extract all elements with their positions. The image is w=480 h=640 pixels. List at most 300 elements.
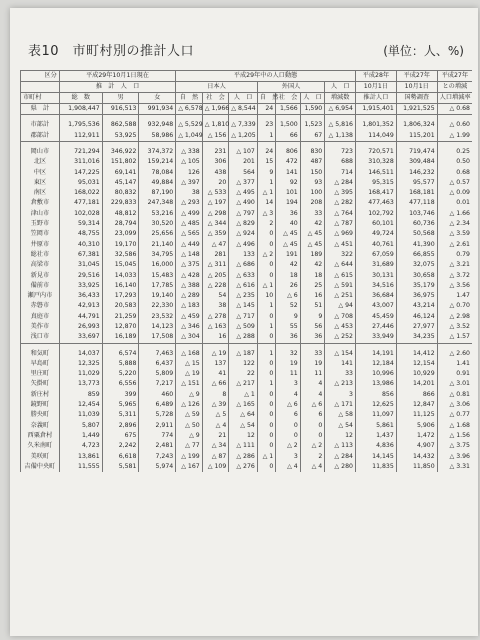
table-body [21, 104, 473, 473]
cell: △ 2 [257, 250, 275, 260]
cell: △ 375 [176, 260, 203, 270]
table-row [21, 349, 473, 359]
cell: 13,773 [59, 379, 102, 389]
cell: 31,045 [59, 260, 102, 270]
cell: △ 298 [202, 209, 229, 219]
cell: 45,147 [102, 178, 139, 188]
cell: △ 616 [229, 281, 258, 291]
cell: 0 [257, 260, 275, 270]
row-name: 総社市 [21, 250, 60, 260]
page-title: 表10 市町村別の推計人口 [28, 44, 195, 59]
cell: 12,325 [59, 359, 102, 369]
cell: 5,888 [102, 359, 139, 369]
cell: 720,571 [355, 147, 396, 157]
row-name: 鏡野町 [21, 400, 60, 410]
cell: 1 [257, 301, 275, 311]
cell: 13,986 [355, 379, 396, 389]
cell: 1 [257, 322, 275, 332]
cell: 21 [202, 431, 229, 441]
cell: △ 1,966 [202, 104, 229, 115]
row-name: 早島町 [21, 359, 60, 369]
cell: 87,190 [139, 188, 176, 198]
row-name: 井原市 [21, 240, 60, 250]
cell: 5,581 [102, 462, 139, 472]
row-name: 倉敷市 [21, 198, 60, 208]
header-suikei: 推 計 人 口 [59, 82, 175, 93]
cell: △ 278 [202, 312, 229, 322]
cell: 194 [276, 198, 301, 208]
cell: 859 [59, 390, 102, 400]
cell: 36 [300, 332, 325, 343]
table-row [21, 219, 473, 229]
cell: 862,588 [102, 120, 139, 130]
cell: △ 1.66 [437, 209, 472, 219]
cell: △ 217 [229, 379, 258, 389]
header-total: 総 数 [59, 93, 102, 104]
cell: 33 [300, 209, 325, 219]
header-pop-f: 人 口 [300, 93, 325, 104]
cell: 56 [300, 322, 325, 332]
cell: △ 54 [325, 421, 356, 431]
cell: 0 [257, 332, 275, 343]
cell: △ 499 [176, 209, 203, 219]
cell: 122 [229, 359, 258, 369]
cell: △ 764 [325, 209, 356, 219]
cell: 21,140 [139, 240, 176, 250]
cell: △ 54 [229, 421, 258, 431]
cell: 33,697 [59, 332, 102, 343]
cell: 52 [276, 301, 301, 311]
header-foreign: 外国人 [257, 82, 324, 93]
row-name: 新見市 [21, 270, 60, 280]
cell: 11,850 [396, 462, 437, 472]
cell: 31,689 [355, 260, 396, 270]
cell: 33,925 [59, 281, 102, 291]
table-row [21, 178, 473, 188]
cell: 20,583 [102, 301, 139, 311]
cell: 141 [276, 167, 301, 177]
cell: △ 2.98 [437, 312, 472, 322]
cell: △ 156 [202, 131, 229, 142]
cell: 0 [257, 312, 275, 322]
table-row [21, 291, 473, 301]
cell: △ 126 [176, 400, 203, 410]
cell: 40,761 [355, 240, 396, 250]
cell: △ 6 [276, 291, 301, 301]
cell: 16 [202, 332, 229, 343]
cell: 10,996 [355, 369, 396, 379]
cell: △ 0.77 [437, 410, 472, 420]
cell: 14,123 [139, 322, 176, 332]
cell: 3 [325, 390, 356, 400]
cell: △ 1,810 [202, 120, 229, 130]
cell: 48,812 [102, 209, 139, 219]
cell: △ 105 [176, 157, 203, 167]
cell: 18 [300, 270, 325, 280]
cell: 2 [257, 219, 275, 229]
cell: 30,658 [396, 270, 437, 280]
cell: 13,861 [59, 452, 102, 462]
cell: 36,433 [59, 291, 102, 301]
cell: △ 2 [300, 441, 325, 451]
header-zogen: 増減数 [325, 93, 356, 104]
cell: 1,915,401 [355, 104, 396, 115]
cell: 1,523 [300, 120, 325, 130]
cell: 159,214 [139, 157, 176, 167]
cell: 1,801,352 [355, 120, 396, 130]
cell: 0 [257, 240, 275, 250]
header-male: 男 [102, 93, 139, 104]
cell: 14,432 [396, 452, 437, 462]
header-h27e: との増減 [437, 82, 472, 93]
cell: 1,472 [396, 431, 437, 441]
cell: 0 [257, 229, 275, 239]
cell: △ 235 [229, 291, 258, 301]
cell: △ 397 [176, 178, 203, 188]
cell: 2,911 [139, 421, 176, 431]
cell: 866 [396, 390, 437, 400]
cell: 78,084 [139, 167, 176, 177]
cell: 208 [300, 198, 325, 208]
cell: 1,566 [276, 104, 301, 115]
cell: 311,016 [59, 157, 102, 167]
cell: 151,802 [102, 157, 139, 167]
cell: 721,294 [59, 147, 102, 157]
cell: △ 3.75 [437, 441, 472, 451]
cell: 112,911 [59, 131, 102, 142]
cell: 51 [300, 301, 325, 311]
cell: 774 [139, 431, 176, 441]
cell: 191 [276, 250, 301, 260]
cell: 0.91 [437, 369, 472, 379]
cell: 50,568 [396, 229, 437, 239]
cell: 168,022 [59, 188, 102, 198]
cell: △ 4 [202, 421, 229, 431]
cell: 5,974 [139, 462, 176, 472]
table-row [21, 167, 473, 177]
cell: △ 3.56 [437, 281, 472, 291]
row-name: 郡部計 [21, 131, 60, 142]
header-change: 平成29年中の人口動態 [176, 71, 356, 82]
cell: △ 453 [325, 322, 356, 332]
cell: 26,993 [59, 322, 102, 332]
cell: 4 [300, 379, 325, 389]
cell: 33 [325, 369, 356, 379]
cell: △ 252 [325, 332, 356, 343]
cell: 6,437 [139, 359, 176, 369]
cell: 14,201 [396, 379, 437, 389]
cell: 0 [300, 421, 325, 431]
cell: △ 3.59 [437, 229, 472, 239]
cell: 0 [257, 441, 275, 451]
cell: 32,075 [396, 260, 437, 270]
table-row [21, 462, 473, 472]
header-h27d: 平成27年 [437, 71, 472, 82]
cell: △ 0.60 [437, 120, 472, 130]
cell: 67,059 [355, 250, 396, 260]
cell: 18 [276, 270, 301, 280]
cell: 477,463 [355, 198, 396, 208]
cell: 856 [355, 390, 396, 400]
cell: 34,235 [396, 332, 437, 343]
cell: △ 6 [276, 400, 301, 410]
cell: 14 [257, 198, 275, 208]
cell: 95,315 [355, 178, 396, 188]
row-name: 備前市 [21, 281, 60, 291]
cell: 14,033 [102, 270, 139, 280]
table-row [21, 104, 473, 115]
cell: 1.47 [437, 291, 472, 301]
cell: 0.25 [437, 147, 472, 157]
cell: △ 107 [229, 147, 258, 157]
cell: 16,140 [102, 281, 139, 291]
cell: △ 45 [300, 240, 325, 250]
cell: 19 [276, 359, 301, 369]
row-name: 中区 [21, 167, 60, 177]
row-name: 美咲町 [21, 452, 60, 462]
cell: △ 289 [176, 291, 203, 301]
cell: △ 0.68 [437, 104, 472, 115]
cell: 0.50 [437, 157, 472, 167]
cell: 564 [229, 167, 258, 177]
cell: △ 797 [229, 209, 258, 219]
row-name: 津山市 [21, 209, 60, 219]
cell: 0.79 [437, 250, 472, 260]
cell: 6,489 [139, 400, 176, 410]
cell: △ 1.57 [437, 332, 472, 343]
header-pop: 人 口 [325, 82, 356, 93]
header-pop2: 人 口 [229, 93, 258, 104]
cell: △ 924 [229, 229, 258, 239]
cell: 0 [257, 390, 275, 400]
cell: 95,031 [59, 178, 102, 188]
row-name: 浅口市 [21, 332, 60, 343]
cell: 6,618 [102, 452, 139, 462]
cell: 229,833 [102, 198, 139, 208]
cell: △ 34 [202, 441, 229, 451]
cell: 66 [276, 131, 301, 142]
cell: 11,097 [355, 410, 396, 420]
cell: 1 [257, 379, 275, 389]
cell: 19,140 [139, 291, 176, 301]
header-shichoson: 市町村 [21, 93, 60, 104]
cell: 346,922 [102, 147, 139, 157]
cell: △ 1.68 [437, 421, 472, 431]
cell: △ 168 [176, 349, 203, 359]
cell: 58,986 [139, 131, 176, 142]
cell: △ 284 [325, 452, 356, 462]
cell: 59,314 [59, 219, 102, 229]
cell: △ 282 [325, 198, 356, 208]
cell: 5,965 [102, 400, 139, 410]
row-name: 和気町 [21, 349, 60, 359]
cell: 1,908,447 [59, 104, 102, 115]
cell: △ 496 [229, 240, 258, 250]
cell: 487 [300, 157, 325, 167]
cell: 11,555 [59, 462, 102, 472]
row-name: 赤磐市 [21, 301, 60, 311]
cell: 306 [202, 157, 229, 167]
cell: △ 293 [176, 198, 203, 208]
cell: △ 304 [176, 332, 203, 343]
cell: △ 969 [325, 229, 356, 239]
cell: 40,310 [59, 240, 102, 250]
cell: 0 [257, 270, 275, 280]
header-social: 社 会 [202, 93, 229, 104]
cell: 23,532 [139, 312, 176, 322]
table-row [21, 157, 473, 167]
cell: 9 [276, 312, 301, 322]
header-social-f: 社 会 [276, 93, 301, 104]
cell: △ 213 [325, 379, 356, 389]
header-kubun: 区分 [21, 71, 60, 82]
row-name: 吉備中央町 [21, 462, 60, 472]
cell: 30,520 [139, 219, 176, 229]
cell: 688 [325, 157, 356, 167]
cell: △ 94 [325, 301, 356, 311]
cell: 472 [276, 157, 301, 167]
cell: △ 284 [325, 178, 356, 188]
cell: 45,459 [355, 312, 396, 322]
cell: 150 [300, 167, 325, 177]
cell: 60,101 [355, 219, 396, 229]
cell: △ 3 [257, 209, 275, 219]
cell: 2 [300, 452, 325, 462]
row-name: 南区 [21, 188, 60, 198]
cell: 35,179 [396, 281, 437, 291]
cell: 5,220 [102, 369, 139, 379]
cell: △ 1 [257, 281, 275, 291]
cell: 4,836 [355, 441, 396, 451]
cell: △ 4 [276, 462, 301, 472]
cell: 168,417 [355, 188, 396, 198]
cell: 146,232 [396, 167, 437, 177]
cell: 27,446 [355, 322, 396, 332]
cell: △ 490 [229, 198, 258, 208]
cell: 43,007 [355, 301, 396, 311]
cell: 49,724 [355, 229, 396, 239]
cell: △ 167 [176, 462, 203, 472]
cell: 23 [257, 120, 275, 130]
cell: 11,029 [59, 369, 102, 379]
population-table [20, 70, 472, 472]
cell: 17,293 [102, 291, 139, 301]
table-row [21, 431, 473, 441]
cell: 719,474 [396, 147, 437, 157]
cell: 42 [300, 260, 325, 270]
cell: △ 388 [176, 281, 203, 291]
table-row [21, 147, 473, 157]
cell: △ 171 [325, 400, 356, 410]
table-row [21, 332, 473, 343]
cell: △ 19 [202, 349, 229, 359]
cell: 5,807 [59, 421, 102, 431]
cell: △ 344 [202, 219, 229, 229]
cell: △ 1.99 [437, 131, 472, 142]
cell: 5,728 [139, 410, 176, 420]
table-row [21, 270, 473, 280]
cell: △ 717 [229, 312, 258, 322]
cell: △ 154 [325, 349, 356, 359]
cell: 25,656 [139, 229, 176, 239]
cell: 11,125 [396, 410, 437, 420]
cell: △ 199 [176, 452, 203, 462]
cell: 9 [300, 312, 325, 322]
row-name: 岡山市 [21, 147, 60, 157]
cell: 49,884 [139, 178, 176, 188]
cell: 101 [276, 188, 301, 198]
cell: △ 2.34 [437, 219, 472, 229]
cell: 92 [276, 178, 301, 188]
cell: 12,870 [102, 322, 139, 332]
table-row [21, 260, 473, 270]
cell: △ 6,578 [176, 104, 203, 115]
cell: △ 395 [325, 188, 356, 198]
cell: △ 3.96 [437, 452, 472, 462]
cell: 5,311 [102, 410, 139, 420]
cell: △ 205 [202, 270, 229, 280]
row-name: 奈義町 [21, 421, 60, 431]
cell: △ 9 [176, 431, 203, 441]
cell: 12,184 [355, 359, 396, 369]
cell: 10,929 [396, 369, 437, 379]
cell: 6,556 [102, 379, 139, 389]
row-name: 瀬戸内市 [21, 291, 60, 301]
cell: 0 [257, 359, 275, 369]
cell: △ 39 [202, 400, 229, 410]
cell: 115,201 [396, 131, 437, 142]
cell: △ 311 [202, 260, 229, 270]
table-row [21, 410, 473, 420]
cell: 93 [300, 178, 325, 188]
cell: △ 5 [202, 410, 229, 420]
cell: 33 [300, 349, 325, 359]
cell: △ 829 [229, 219, 258, 229]
cell: △ 228 [202, 281, 229, 291]
cell: △ 163 [202, 322, 229, 332]
cell: 168,181 [396, 188, 437, 198]
cell: 46,124 [396, 312, 437, 322]
cell: △ 2 [276, 441, 301, 451]
cell: 40 [276, 219, 301, 229]
cell: 1 [257, 178, 275, 188]
header-h28b: 10月1日 [355, 82, 396, 93]
cell: 80,832 [102, 188, 139, 198]
cell: 231 [202, 147, 229, 157]
table-row [21, 250, 473, 260]
cell: △ 708 [325, 312, 356, 322]
header-h28: 平成28年 [355, 71, 396, 82]
cell: 460 [139, 390, 176, 400]
cell: 322 [325, 250, 356, 260]
cell: △ 64 [229, 410, 258, 420]
cell: 21,259 [102, 312, 139, 322]
cell: 43,214 [396, 301, 437, 311]
row-name: 東区 [21, 178, 60, 188]
cell: 11,835 [355, 462, 396, 472]
cell: 2,896 [102, 421, 139, 431]
cell: △ 3.31 [437, 462, 472, 472]
row-name: 市部計 [21, 120, 60, 130]
cell: 42 [276, 260, 301, 270]
row-name: 美作市 [21, 322, 60, 332]
cell: 36 [276, 332, 301, 343]
cell: 14,037 [59, 349, 102, 359]
cell: 12,454 [59, 400, 102, 410]
cell: △ 7,339 [229, 120, 258, 130]
cell: 4 [276, 390, 301, 400]
cell: 916,513 [102, 104, 139, 115]
